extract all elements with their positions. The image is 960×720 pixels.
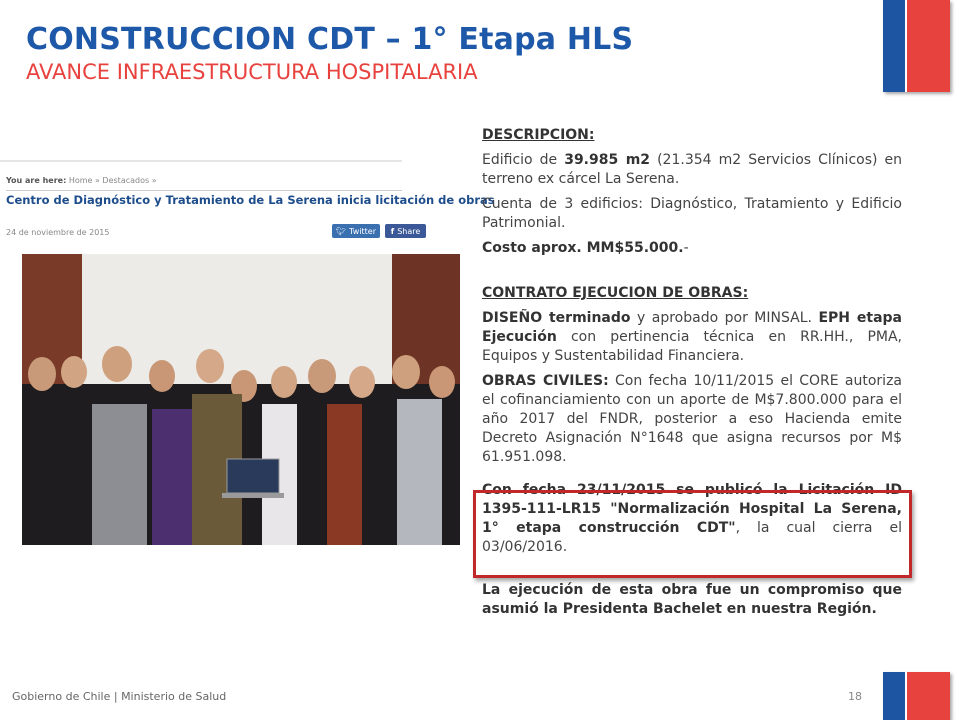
- news-headline: Centro de Diagnóstico y Tratamiento de La Serena inicia licitación de obras: [6, 193, 495, 207]
- text-span: Edificio de: [482, 152, 565, 168]
- contrato-diseno: [482, 309, 902, 366]
- bold-span: EPH etapa Ejecución: [482, 310, 902, 345]
- text-span: -: [683, 240, 689, 256]
- text-span: , la cual cierra el 03/06/2016.: [482, 520, 902, 555]
- text-span: y aprobado por MINSAL.: [630, 310, 819, 326]
- news-date: 24 de noviembre de 2015: [6, 228, 110, 237]
- divider: [0, 160, 402, 162]
- twitter-icon: 🐦︎: [336, 226, 347, 236]
- twitter-label: Twitter: [349, 226, 376, 236]
- cost-value: Costo aprox. MM$55.000.: [482, 240, 684, 256]
- descripcion-cost: [482, 239, 902, 258]
- compromiso-text: La ejecución de esta obra fue un compromiso que asumió la Presidenta Bachelet en nuestra Región.: [482, 582, 902, 617]
- highlight-box: [473, 490, 912, 578]
- bold-span: OBRAS CIVILES:: [482, 373, 609, 389]
- bold-span: DISEÑO terminado: [482, 310, 631, 326]
- group-photo: [22, 254, 460, 545]
- share-button: [385, 224, 426, 238]
- group-photo-illustration: [22, 254, 460, 545]
- divider: [6, 190, 402, 191]
- share-label: Share: [397, 226, 421, 236]
- breadcrumb: [6, 176, 157, 185]
- descripcion-buildings: Cuenta de 3 edificios: Diagnóstico, Tratamiento y Edificio Patrimonial.: [482, 196, 902, 231]
- slide-subtitle: AVANCE INFRAESTRUCTURA HOSPITALARIA: [26, 60, 478, 84]
- slide-title: CONSTRUCCION CDT – 1° Etapa HLS: [26, 22, 634, 57]
- twitter-button: [332, 224, 380, 238]
- contrato-obras-civiles: [482, 372, 902, 467]
- descripcion-heading: DESCRIPCION:: [482, 127, 595, 143]
- breadcrumb-label: You are here:: [6, 176, 67, 185]
- bold-span: Con fecha 23/11/2015 se publicó la Licitación ID 1395-111-LR15 "Normalización Hospital La Serena, 1° etapa construcción CDT": [482, 482, 902, 536]
- page-number: 18: [848, 690, 862, 703]
- text-span: Con fecha 10/11/2015 el CORE autoriza el cofinanciamiento con un aporte de M$7.800.000 para el año 2017 del FNDR, posterior a eso Hacienda emite Decreto Asignación N°1648 que asigna recursos por M$ 61.951.098.: [482, 373, 902, 465]
- text-span: con pertinencia técnica en RR.HH., PMA, Equipos y Sustentabilidad Financiera.: [482, 329, 902, 364]
- chile-flag-logo-bottom: [883, 672, 950, 720]
- breadcrumb-path: Home » Destacados »: [68, 176, 157, 185]
- text-span: (21.354 m2 Servicios Clínicos) en terreno ex cárcel La Serena.: [482, 152, 902, 187]
- contrato-heading: CONTRATO EJECUCION DE OBRAS:: [482, 285, 749, 301]
- chile-flag-logo-top: [883, 0, 950, 92]
- news-screenshot: [0, 160, 495, 244]
- descripcion-area: [482, 151, 902, 189]
- facebook-icon: f: [390, 226, 395, 236]
- footer-text: Gobierno de Chile | Ministerio de Salud: [12, 690, 227, 703]
- area-value: 39.985 m2: [564, 152, 651, 168]
